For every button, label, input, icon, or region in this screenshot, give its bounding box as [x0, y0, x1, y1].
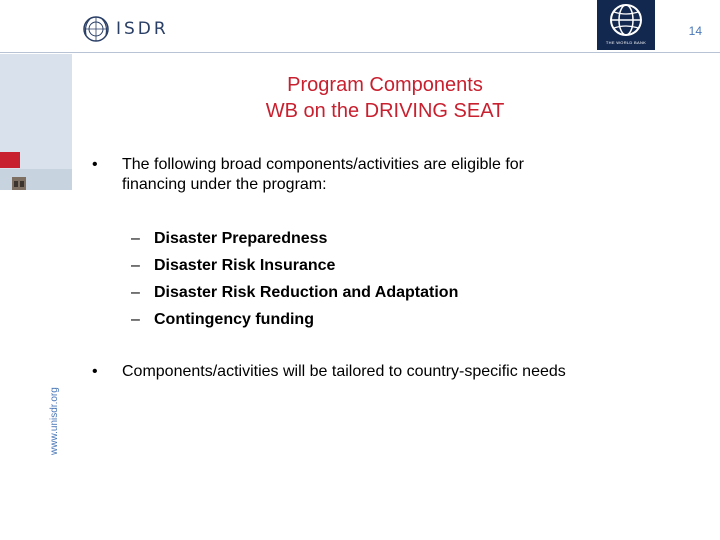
disaster-rubble-photo	[0, 169, 72, 190]
bullet-item	[92, 155, 692, 197]
un-emblem-icon	[82, 15, 110, 43]
isdr-logo-text: ISDR	[116, 19, 169, 39]
red-tab	[0, 152, 20, 168]
title-line-2: WB on the DRIVING SEAT	[265, 100, 505, 122]
list-item-text: Disaster Risk Reduction and Adaptation	[154, 284, 459, 301]
list-item	[131, 282, 611, 309]
list-item-text: Contingency funding	[154, 311, 314, 328]
bullet-text-line-2: financing under the program:	[122, 176, 327, 193]
bullet-text	[122, 155, 524, 195]
globe-icon	[609, 3, 643, 37]
worldbank-caption: THE WORLD BANK	[605, 40, 647, 45]
dash-symbol: –	[131, 311, 140, 328]
dash-symbol: –	[131, 284, 140, 301]
header-divider	[0, 52, 720, 53]
page-number: 14	[688, 24, 702, 38]
worldbank-logo	[597, 0, 655, 50]
bullet-symbol: •	[92, 363, 98, 380]
isdr-logo	[82, 14, 172, 44]
slide-title	[150, 72, 620, 124]
bullet-text-line-1: The following broad components/activities are eligible for	[122, 156, 524, 173]
bullet-symbol: •	[92, 156, 98, 173]
component-list	[131, 228, 611, 336]
bullet-item	[92, 362, 702, 384]
list-item	[131, 255, 611, 282]
list-item-text: Disaster Preparedness	[154, 230, 328, 247]
dash-symbol: –	[131, 230, 140, 247]
side-decoration-strip	[0, 54, 72, 190]
list-item	[131, 309, 611, 336]
list-item	[131, 228, 611, 255]
list-item-text: Disaster Risk Insurance	[154, 257, 336, 274]
bullet-text: Components/activities will be tailored to country-specific needs	[122, 363, 566, 380]
dash-symbol: –	[131, 257, 140, 274]
vertical-url[interactable]: www.unisdr.org	[49, 387, 60, 455]
title-line-1: Program Components	[287, 74, 483, 96]
